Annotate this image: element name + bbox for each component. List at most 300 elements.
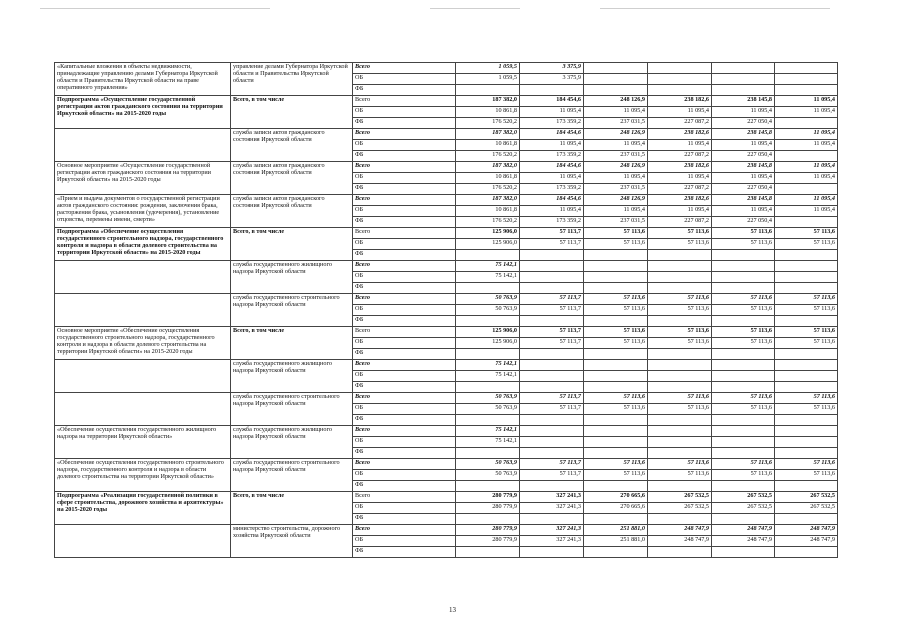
page-number: 13	[449, 606, 456, 614]
amount-cell: 57 113,6	[648, 228, 712, 239]
amount-cell	[775, 272, 838, 283]
amount-cell	[648, 316, 712, 327]
amount-cell	[648, 74, 712, 85]
funding-source-cell: ФБ	[353, 85, 456, 96]
table-row	[55, 426, 838, 437]
amount-cell: 11 095,4	[520, 173, 584, 184]
amount-cell	[648, 63, 712, 74]
funding-source-cell: Всего	[353, 327, 456, 338]
amount-cell: 57 113,6	[775, 338, 838, 349]
amount-cell: 57 113,6	[648, 239, 712, 250]
amount-cell	[775, 360, 838, 371]
executor-cell: служба государственного жилищного надзора Иркутской области	[231, 426, 353, 459]
amount-cell	[520, 437, 584, 448]
amount-cell	[584, 360, 648, 371]
amount-cell: 11 095,4	[775, 206, 838, 217]
event-name-cell	[55, 360, 231, 393]
amount-cell	[520, 272, 584, 283]
funding-source-cell: ФБ	[353, 217, 456, 228]
amount-cell	[775, 349, 838, 360]
amount-cell: 57 113,6	[584, 459, 648, 470]
funding-source-cell: ФБ	[353, 547, 456, 558]
amount-cell: 187 382,0	[456, 96, 520, 107]
event-name-cell: «Капитальные вложения в объекты недвижимости, принадлежащие управлению делами Губернатора Иркутской области и Правительства Иркутской области на праве оперативного управления»	[55, 63, 231, 96]
amount-cell	[584, 382, 648, 393]
amount-cell: 11 095,4	[775, 173, 838, 184]
event-name-cell: «Обеспечение осуществления государственного жилищного надзора на территории Иркутской области»	[55, 426, 231, 459]
table-row	[55, 492, 838, 503]
amount-cell: 11 095,4	[648, 140, 712, 151]
event-name-cell: «Обеспечение осуществления государственного строительного надзора, государственного контроля и надзора в области долевого строительства на территории Иркутской области»	[55, 459, 231, 492]
amount-cell: 227 050,4	[712, 184, 775, 195]
amount-cell	[712, 448, 775, 459]
amount-cell: 1 059,5	[456, 74, 520, 85]
amount-cell: 184 454,6	[520, 129, 584, 140]
amount-cell: 238 145,8	[712, 162, 775, 173]
amount-cell: 238 182,6	[648, 162, 712, 173]
funding-source-cell: ОБ	[353, 536, 456, 547]
amount-cell: 248 747,9	[712, 525, 775, 536]
amount-cell: 3 375,9	[520, 63, 584, 74]
funding-source-cell: Всего	[353, 492, 456, 503]
amount-cell: 57 113,7	[520, 338, 584, 349]
funding-source-cell: ФБ	[353, 514, 456, 525]
amount-cell: 248 126,9	[584, 195, 648, 206]
amount-cell: 57 113,6	[584, 404, 648, 415]
amount-cell: 270 665,6	[584, 503, 648, 514]
amount-cell	[584, 85, 648, 96]
amount-cell: 11 095,4	[775, 107, 838, 118]
amount-cell: 227 050,4	[712, 217, 775, 228]
amount-cell	[775, 184, 838, 195]
amount-cell	[775, 437, 838, 448]
amount-cell: 11 095,4	[520, 140, 584, 151]
executor-cell: Всего, в том числе	[231, 327, 353, 360]
funding-source-cell: Всего	[353, 162, 456, 173]
amount-cell: 187 382,0	[456, 195, 520, 206]
event-name-cell: Основное мероприятие «Осуществление государственной регистрации актов гражданского состояния на территории Иркутской области» на 2015-2020 годы	[55, 162, 231, 195]
funding-source-cell: Всего	[353, 96, 456, 107]
amount-cell: 227 050,4	[712, 118, 775, 129]
amount-cell	[584, 514, 648, 525]
amount-cell	[712, 63, 775, 74]
amount-cell	[520, 415, 584, 426]
amount-cell	[648, 360, 712, 371]
amount-cell: 57 113,6	[648, 459, 712, 470]
amount-cell	[584, 63, 648, 74]
funding-source-cell: Всего	[353, 129, 456, 140]
amount-cell	[456, 481, 520, 492]
amount-cell: 267 532,5	[775, 492, 838, 503]
amount-cell	[584, 316, 648, 327]
scan-artifact-line	[430, 8, 520, 9]
amount-cell	[456, 382, 520, 393]
amount-cell	[712, 316, 775, 327]
amount-cell: 11 095,4	[584, 173, 648, 184]
amount-cell: 227 087,2	[648, 217, 712, 228]
amount-cell: 237 031,5	[584, 217, 648, 228]
amount-cell: 10 861,8	[456, 140, 520, 151]
amount-cell	[712, 382, 775, 393]
amount-cell: 227 087,2	[648, 118, 712, 129]
amount-cell: 176 520,2	[456, 151, 520, 162]
funding-source-cell: Всего	[353, 459, 456, 470]
amount-cell	[584, 547, 648, 558]
funding-source-cell: ОБ	[353, 470, 456, 481]
funding-source-cell: Всего	[353, 525, 456, 536]
amount-cell: 10 861,8	[456, 173, 520, 184]
amount-cell	[520, 514, 584, 525]
amount-cell: 176 520,2	[456, 118, 520, 129]
amount-cell	[648, 250, 712, 261]
amount-cell: 227 087,2	[648, 151, 712, 162]
amount-cell: 57 113,6	[648, 294, 712, 305]
amount-cell	[584, 415, 648, 426]
executor-cell: служба записи актов гражданского состояния Иркутской области	[231, 129, 353, 162]
amount-cell: 238 182,6	[648, 96, 712, 107]
funding-source-cell: ФБ	[353, 283, 456, 294]
amount-cell	[520, 547, 584, 558]
event-name-cell: Подпрограмма «Осуществление государственной регистрации актов гражданского состояния на территории Иркутской области» на 2015-2020 годы	[55, 96, 231, 129]
amount-cell: 57 113,6	[712, 404, 775, 415]
amount-cell	[775, 426, 838, 437]
event-name-cell	[55, 261, 231, 294]
amount-cell: 57 113,6	[584, 327, 648, 338]
amount-cell: 11 095,4	[520, 206, 584, 217]
amount-cell: 187 382,0	[456, 162, 520, 173]
amount-cell: 57 113,7	[520, 459, 584, 470]
amount-cell: 57 113,6	[775, 459, 838, 470]
amount-cell: 57 113,6	[648, 393, 712, 404]
amount-cell: 75 142,1	[456, 261, 520, 272]
amount-cell: 173 359,2	[520, 118, 584, 129]
amount-cell: 176 520,2	[456, 184, 520, 195]
amount-cell: 251 881,0	[584, 536, 648, 547]
amount-cell	[648, 437, 712, 448]
amount-cell: 280 779,9	[456, 536, 520, 547]
amount-cell: 57 113,6	[712, 459, 775, 470]
budget-table-body	[55, 63, 838, 558]
amount-cell: 248 747,9	[775, 536, 838, 547]
amount-cell	[584, 272, 648, 283]
amount-cell	[520, 426, 584, 437]
amount-cell	[456, 250, 520, 261]
table-row	[55, 525, 838, 536]
executor-cell: служба государственного жилищного надзора Иркутской области	[231, 261, 353, 294]
amount-cell: 173 359,2	[520, 151, 584, 162]
amount-cell: 57 113,6	[775, 470, 838, 481]
amount-cell	[456, 349, 520, 360]
amount-cell: 57 113,7	[520, 294, 584, 305]
amount-cell	[520, 371, 584, 382]
executor-cell: министерство строительства, дорожного хозяйства Иркутской области	[231, 525, 353, 558]
amount-cell: 75 142,1	[456, 360, 520, 371]
amount-cell: 1 059,5	[456, 63, 520, 74]
amount-cell	[775, 118, 838, 129]
amount-cell	[648, 448, 712, 459]
table-row	[55, 459, 838, 470]
amount-cell	[520, 316, 584, 327]
amount-cell	[584, 437, 648, 448]
executor-cell: Всего, в том числе	[231, 492, 353, 525]
amount-cell: 173 359,2	[520, 184, 584, 195]
amount-cell: 57 113,6	[584, 393, 648, 404]
amount-cell: 125 906,0	[456, 228, 520, 239]
amount-cell	[712, 349, 775, 360]
amount-cell: 57 113,7	[520, 228, 584, 239]
amount-cell: 227 050,4	[712, 151, 775, 162]
funding-source-cell: ФБ	[353, 481, 456, 492]
amount-cell	[775, 547, 838, 558]
amount-cell	[456, 316, 520, 327]
executor-cell: служба государственного строительного надзора Иркутской области	[231, 393, 353, 426]
amount-cell	[456, 415, 520, 426]
amount-cell: 57 113,6	[648, 338, 712, 349]
amount-cell: 50 763,9	[456, 459, 520, 470]
executor-cell: Всего, в том числе	[231, 96, 353, 129]
amount-cell	[712, 426, 775, 437]
amount-cell: 227 087,2	[648, 184, 712, 195]
table-row	[55, 63, 838, 74]
amount-cell: 10 861,8	[456, 107, 520, 118]
funding-source-cell: Всего	[353, 360, 456, 371]
amount-cell: 11 095,4	[648, 206, 712, 217]
event-name-cell: «Прием и выдача документов о государственной регистрации актов гражданского состояния: рождения, заключения брака, расторжения брака, усыновления (удочерения), установление отцовства, перемены имени, смерти»	[55, 195, 231, 228]
amount-cell: 57 113,7	[520, 393, 584, 404]
amount-cell: 57 113,6	[712, 239, 775, 250]
amount-cell	[520, 481, 584, 492]
amount-cell: 57 113,6	[648, 470, 712, 481]
budget-table	[54, 62, 838, 558]
amount-cell: 11 095,4	[648, 173, 712, 184]
amount-cell	[520, 250, 584, 261]
amount-cell	[775, 382, 838, 393]
funding-source-cell: ФБ	[353, 184, 456, 195]
amount-cell: 57 113,6	[712, 393, 775, 404]
amount-cell	[456, 85, 520, 96]
amount-cell: 184 454,6	[520, 96, 584, 107]
amount-cell: 11 095,4	[775, 140, 838, 151]
amount-cell: 327 241,3	[520, 536, 584, 547]
amount-cell: 57 113,6	[712, 228, 775, 239]
amount-cell: 267 532,5	[775, 503, 838, 514]
amount-cell: 57 113,6	[584, 294, 648, 305]
table-row	[55, 294, 838, 305]
amount-cell: 11 095,4	[584, 206, 648, 217]
amount-cell	[520, 382, 584, 393]
executor-cell: служба государственного строительного надзора Иркутской области	[231, 294, 353, 327]
amount-cell: 11 095,4	[712, 107, 775, 118]
amount-cell: 187 382,0	[456, 129, 520, 140]
amount-cell: 57 113,6	[775, 294, 838, 305]
amount-cell: 248 126,9	[584, 96, 648, 107]
amount-cell	[712, 272, 775, 283]
amount-cell: 248 126,9	[584, 162, 648, 173]
amount-cell: 57 113,6	[584, 228, 648, 239]
amount-cell: 57 113,6	[584, 470, 648, 481]
amount-cell: 57 113,6	[712, 470, 775, 481]
amount-cell: 270 665,6	[584, 492, 648, 503]
funding-source-cell: Всего	[353, 63, 456, 74]
amount-cell: 57 113,6	[775, 305, 838, 316]
amount-cell: 238 182,6	[648, 129, 712, 140]
event-name-cell: Подпрограмма «Реализация государственной политики в сфере строительства, дорожного хозяйства и архитектуры» на 2015-2020 годы	[55, 492, 231, 525]
funding-source-cell: ОБ	[353, 305, 456, 316]
amount-cell: 57 113,6	[775, 228, 838, 239]
amount-cell: 125 906,0	[456, 239, 520, 250]
amount-cell: 251 881,0	[584, 525, 648, 536]
amount-cell: 248 747,9	[712, 536, 775, 547]
amount-cell	[648, 514, 712, 525]
event-name-cell	[55, 525, 231, 558]
amount-cell: 57 113,6	[712, 338, 775, 349]
amount-cell	[775, 415, 838, 426]
funding-source-cell: ОБ	[353, 140, 456, 151]
amount-cell: 11 095,4	[712, 173, 775, 184]
amount-cell: 57 113,6	[775, 404, 838, 415]
amount-cell	[584, 426, 648, 437]
amount-cell: 57 113,6	[712, 327, 775, 338]
amount-cell	[775, 481, 838, 492]
amount-cell: 57 113,7	[520, 404, 584, 415]
amount-cell: 11 095,4	[775, 195, 838, 206]
funding-source-cell: ОБ	[353, 272, 456, 283]
amount-cell: 50 763,9	[456, 404, 520, 415]
amount-cell: 57 113,6	[775, 393, 838, 404]
amount-cell	[775, 261, 838, 272]
event-name-cell: Подпрограмма «Обеспечение осуществления государственного строительного надзора, государственного контроля и надзора в области долевого строительства на территории Иркутской области» на 2015-2020 годы	[55, 228, 231, 261]
amount-cell: 280 779,9	[456, 492, 520, 503]
amount-cell	[775, 85, 838, 96]
amount-cell: 57 113,6	[775, 327, 838, 338]
amount-cell	[520, 283, 584, 294]
table-row	[55, 162, 838, 173]
funding-source-cell: ФБ	[353, 382, 456, 393]
amount-cell: 238 182,6	[648, 195, 712, 206]
amount-cell: 57 113,6	[648, 305, 712, 316]
amount-cell	[456, 547, 520, 558]
amount-cell: 75 142,1	[456, 437, 520, 448]
executor-cell: служба государственного жилищного надзора Иркутской области	[231, 360, 353, 393]
amount-cell	[775, 371, 838, 382]
amount-cell: 11 095,4	[584, 107, 648, 118]
amount-cell	[648, 85, 712, 96]
scan-artifact-line	[600, 8, 830, 9]
funding-source-cell: ОБ	[353, 107, 456, 118]
amount-cell: 57 113,6	[584, 239, 648, 250]
amount-cell: 173 359,2	[520, 217, 584, 228]
funding-source-cell: ОБ	[353, 239, 456, 250]
amount-cell: 184 454,6	[520, 195, 584, 206]
amount-cell	[584, 371, 648, 382]
amount-cell: 237 031,5	[584, 118, 648, 129]
amount-cell: 11 095,4	[584, 140, 648, 151]
amount-cell: 11 095,4	[775, 129, 838, 140]
amount-cell	[712, 360, 775, 371]
amount-cell: 11 095,4	[520, 107, 584, 118]
amount-cell: 57 113,6	[712, 294, 775, 305]
table-row	[55, 96, 838, 107]
amount-cell: 176 520,2	[456, 217, 520, 228]
funding-source-cell: ОБ	[353, 503, 456, 514]
amount-cell: 248 126,9	[584, 129, 648, 140]
amount-cell: 248 747,9	[775, 525, 838, 536]
funding-source-cell: ОБ	[353, 206, 456, 217]
scan-artifact-line	[40, 8, 270, 9]
amount-cell: 57 113,7	[520, 327, 584, 338]
amount-cell: 50 763,9	[456, 393, 520, 404]
amount-cell	[648, 261, 712, 272]
amount-cell: 57 113,6	[584, 338, 648, 349]
amount-cell	[648, 547, 712, 558]
amount-cell: 3 375,9	[520, 74, 584, 85]
amount-cell: 267 532,5	[648, 492, 712, 503]
amount-cell: 238 145,8	[712, 195, 775, 206]
executor-cell: служба записи актов гражданского состояния Иркутской области	[231, 162, 353, 195]
amount-cell	[648, 371, 712, 382]
amount-cell	[456, 448, 520, 459]
amount-cell	[775, 316, 838, 327]
amount-cell: 238 145,8	[712, 129, 775, 140]
amount-cell: 238 145,8	[712, 96, 775, 107]
amount-cell	[648, 283, 712, 294]
amount-cell: 237 031,5	[584, 151, 648, 162]
amount-cell: 248 747,9	[648, 536, 712, 547]
amount-cell	[648, 272, 712, 283]
amount-cell	[775, 283, 838, 294]
amount-cell: 57 113,6	[712, 305, 775, 316]
funding-source-cell: Всего	[353, 228, 456, 239]
amount-cell: 57 113,7	[520, 239, 584, 250]
amount-cell: 75 142,1	[456, 371, 520, 382]
funding-source-cell: ОБ	[353, 437, 456, 448]
amount-cell	[584, 261, 648, 272]
amount-cell	[712, 261, 775, 272]
amount-cell: 57 113,6	[648, 327, 712, 338]
funding-source-cell: Всего	[353, 426, 456, 437]
executor-cell: Всего, в том числе	[231, 228, 353, 261]
funding-source-cell: ФБ	[353, 118, 456, 129]
amount-cell	[712, 371, 775, 382]
funding-source-cell: ОБ	[353, 74, 456, 85]
event-name-cell: Основное мероприятие «Обеспечение осуществления государственного строительного надзора, государственного контроля и надзора в области долевого строительства на территории Иркутской области» на 2015-2020 годы	[55, 327, 231, 360]
amount-cell: 11 095,4	[775, 96, 838, 107]
amount-cell	[584, 481, 648, 492]
executor-cell: служба записи актов гражданского состояния Иркутской области	[231, 195, 353, 228]
amount-cell: 57 113,6	[775, 239, 838, 250]
amount-cell	[775, 250, 838, 261]
funding-source-cell: ФБ	[353, 316, 456, 327]
table-row	[55, 195, 838, 206]
amount-cell	[712, 547, 775, 558]
executor-cell: служба государственного строительного надзора Иркутской области	[231, 459, 353, 492]
amount-cell: 57 113,7	[520, 470, 584, 481]
amount-cell	[520, 261, 584, 272]
amount-cell	[456, 283, 520, 294]
funding-source-cell: ОБ	[353, 371, 456, 382]
amount-cell: 75 142,1	[456, 272, 520, 283]
amount-cell	[456, 514, 520, 525]
amount-cell: 267 532,5	[712, 492, 775, 503]
amount-cell: 327 241,3	[520, 525, 584, 536]
amount-cell	[712, 74, 775, 85]
amount-cell	[584, 349, 648, 360]
amount-cell: 327 241,3	[520, 492, 584, 503]
amount-cell: 267 532,5	[712, 503, 775, 514]
funding-source-cell: ФБ	[353, 349, 456, 360]
funding-source-cell: Всего	[353, 261, 456, 272]
amount-cell	[775, 63, 838, 74]
